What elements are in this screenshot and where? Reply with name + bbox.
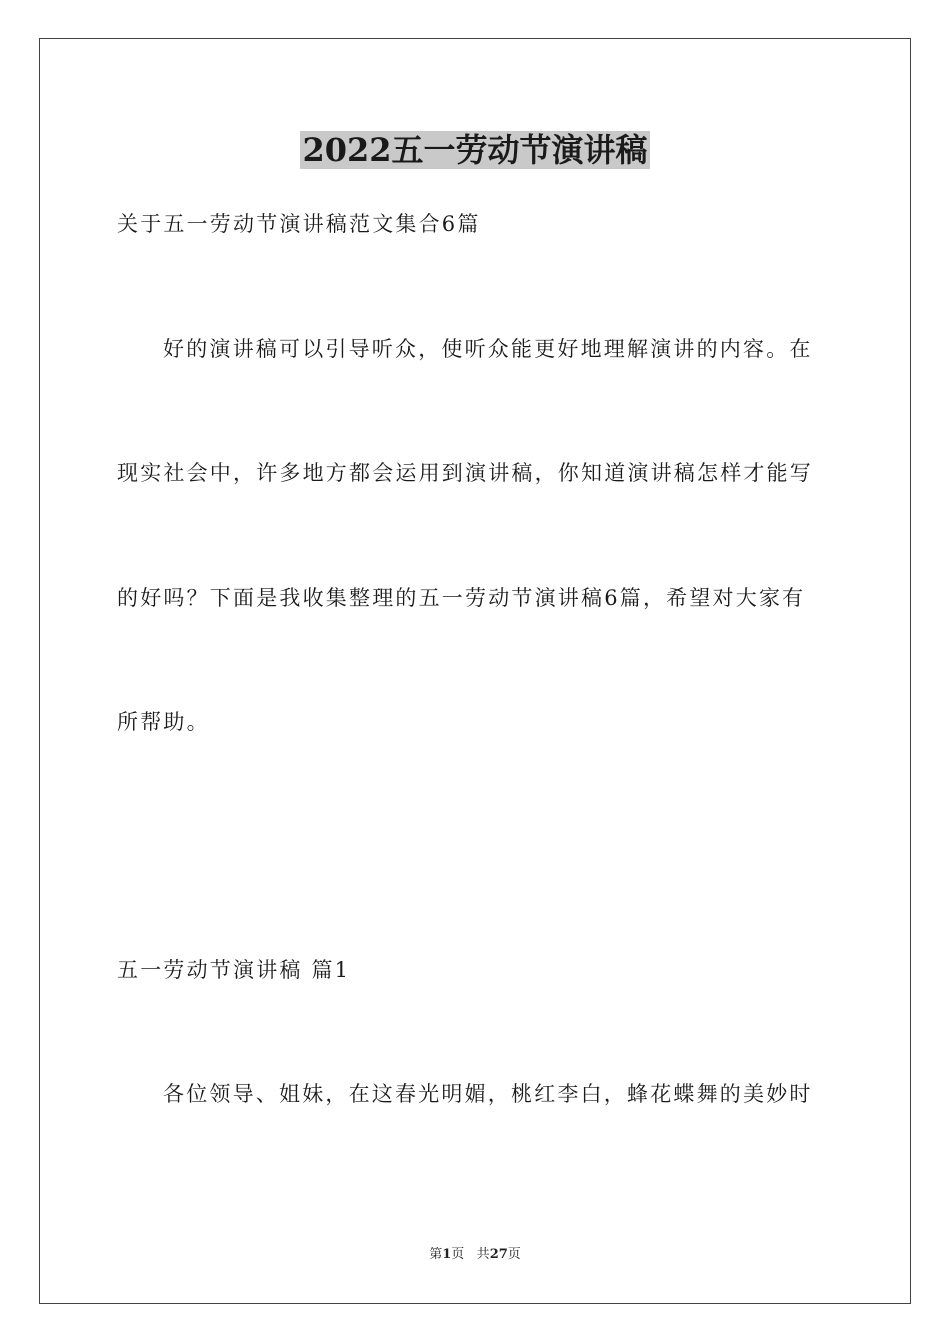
intro-line-4: 所帮助。 [117, 710, 210, 734]
section-heading: 五一劳动节演讲稿 篇1 [117, 958, 351, 982]
intro-line-2: 现实社会中，许多地方都会运用到演讲稿，你知道演讲稿怎样才能写 [117, 461, 813, 485]
document-subtitle: 关于五一劳动节演讲稿范文集合6篇 [117, 212, 481, 236]
document-title-text: 2022五一劳动节演讲稿 [302, 131, 648, 169]
section-line-1: 各位领导、姐妹，在这春光明媚，桃红李白，蜂花蝶舞的美妙时 [163, 1082, 813, 1106]
footer-total-pages: 27 [489, 1247, 508, 1262]
footer-page-number: 1 [442, 1247, 452, 1262]
footer-total-prefix: 共 [476, 1247, 490, 1262]
intro-line-3: 的好吗？下面是我收集整理的五一劳动节演讲稿6篇，希望对大家有 [117, 586, 806, 610]
document-title [0, 128, 950, 172]
page-footer [0, 1246, 950, 1264]
footer-page-prefix: 第 [429, 1247, 443, 1262]
intro-line-1: 好的演讲稿可以引导听众，使听众能更好地理解演讲的内容。在 [163, 337, 813, 361]
footer-total-suffix: 页 [507, 1247, 521, 1262]
footer-page-suffix: 页 [451, 1247, 465, 1262]
